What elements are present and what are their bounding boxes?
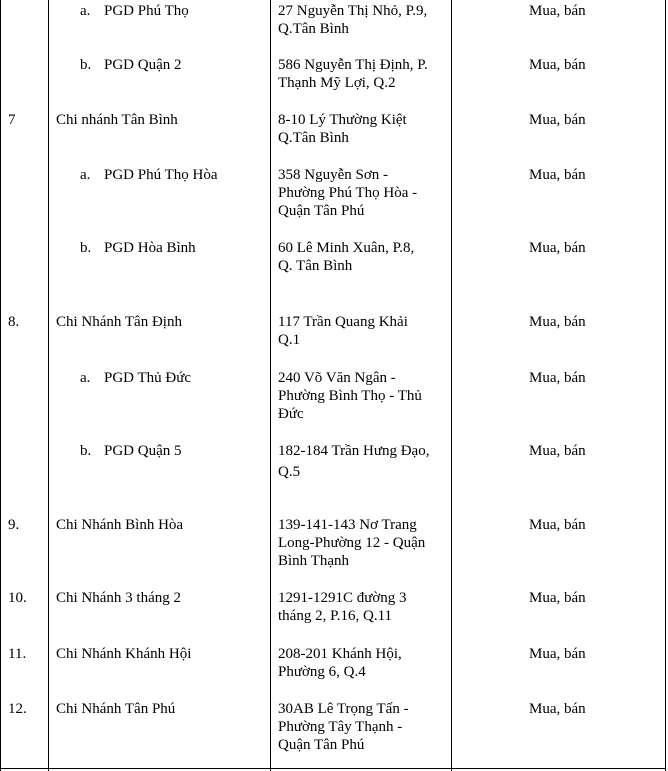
row-address-line: Q.Tân Bình	[278, 130, 349, 146]
row-service: Mua, bán	[529, 57, 586, 73]
row-address-line: Thạnh Mỹ Lợi, Q.2	[278, 75, 396, 91]
row-address-line: Bình Thạnh	[278, 553, 349, 569]
row-address-line: 1291-1291C đường 3	[278, 590, 407, 606]
row-number: 9.	[8, 517, 20, 533]
row-name: Chi Nhánh Khánh Hội	[56, 646, 192, 662]
row-address-line: Phường Bình Thọ - Thủ	[278, 388, 422, 404]
row-service: Mua, bán	[529, 590, 586, 606]
row-address-line: 240 Võ Văn Ngân -	[278, 370, 396, 386]
row-name: Chi nhánh Tân Bình	[56, 112, 178, 128]
row-address-line: Phường 6, Q.4	[278, 664, 366, 680]
table-border-right	[665, 0, 666, 771]
row-name: PGD Quận 2	[104, 57, 182, 73]
row-address-line: Đức	[278, 406, 304, 422]
row-address-line: 8-10 Lý Thường Kiệt	[278, 112, 407, 128]
row-service: Mua, bán	[529, 443, 586, 459]
column-divider-name	[270, 0, 271, 771]
row-address-line: Quận Tân Phú	[278, 737, 365, 753]
row-address-line: 358 Nguyễn Sơn -	[278, 167, 389, 183]
row-service: Mua, bán	[529, 646, 586, 662]
row-name: PGD Thủ Đức	[104, 370, 192, 386]
row-number: 10.	[8, 590, 27, 606]
column-divider-number	[48, 0, 49, 771]
row-name: PGD Phú Thọ Hòa	[104, 167, 218, 183]
row-sub-label: b.	[80, 443, 92, 459]
row-address-line: tháng 2, P.16, Q.11	[278, 608, 393, 624]
table-border-bottom	[0, 768, 666, 769]
row-service: Mua, bán	[529, 167, 586, 183]
row-address-line: Q.5	[278, 464, 301, 480]
row-number: 8.	[8, 314, 20, 330]
row-sub-label: a.	[80, 167, 91, 183]
table-border-left	[0, 0, 1, 771]
row-name: Chi Nhánh Tân Định	[56, 314, 182, 330]
row-address-line: 586 Nguyễn Thị Định, P.	[278, 57, 428, 73]
row-service: Mua, bán	[529, 701, 586, 717]
row-address-line: 60 Lê Minh Xuân, P.8,	[278, 240, 415, 256]
row-number: 12.	[8, 701, 27, 717]
row-address-line: 27 Nguyễn Thị Nhỏ, P.9,	[278, 3, 428, 19]
row-address-line: 30AB Lê Trọng Tấn -	[278, 701, 409, 717]
row-service: Mua, bán	[529, 3, 586, 19]
row-name: Chi Nhánh 3 tháng 2	[56, 590, 181, 606]
row-address-line: Quận Tân Phú	[278, 203, 365, 219]
row-name: PGD Quận 5	[104, 443, 182, 459]
row-sub-label: b.	[80, 57, 92, 73]
row-number: 11.	[8, 646, 27, 662]
row-name: PGD Hòa Bình	[104, 240, 196, 256]
row-address-line: Q.1	[278, 332, 301, 348]
row-address-line: 208-201 Khánh Hội,	[278, 646, 402, 662]
row-address-line: Long-Phường 12 - Quận	[278, 535, 426, 551]
row-address-line: Q.Tân Bình	[278, 21, 349, 37]
row-name: Chi Nhánh Tân Phú	[56, 701, 176, 717]
row-address-line: Phường Tây Thạnh -	[278, 719, 403, 735]
row-sub-label: a.	[80, 3, 91, 19]
row-address-line: Phường Phú Thọ Hòa -	[278, 185, 418, 201]
row-address-line: 182-184 Trần Hưng Đạo,	[278, 443, 430, 459]
row-service: Mua, bán	[529, 370, 586, 386]
column-divider-address	[451, 0, 452, 771]
row-service: Mua, bán	[529, 517, 586, 533]
row-name: Chi Nhánh Bình Hòa	[56, 517, 184, 533]
row-sub-label: a.	[80, 370, 91, 386]
row-service: Mua, bán	[529, 314, 586, 330]
row-sub-label: b.	[80, 240, 92, 256]
row-address-line: Q. Tân Bình	[278, 258, 353, 274]
row-service: Mua, bán	[529, 240, 586, 256]
row-service: Mua, bán	[529, 112, 586, 128]
row-address-line: 139-141-143 Nơ Trang	[278, 517, 417, 533]
row-number: 7	[8, 112, 16, 128]
row-address-line: 117 Trần Quang Khải	[278, 314, 408, 330]
row-name: PGD Phú Thọ	[104, 3, 189, 19]
